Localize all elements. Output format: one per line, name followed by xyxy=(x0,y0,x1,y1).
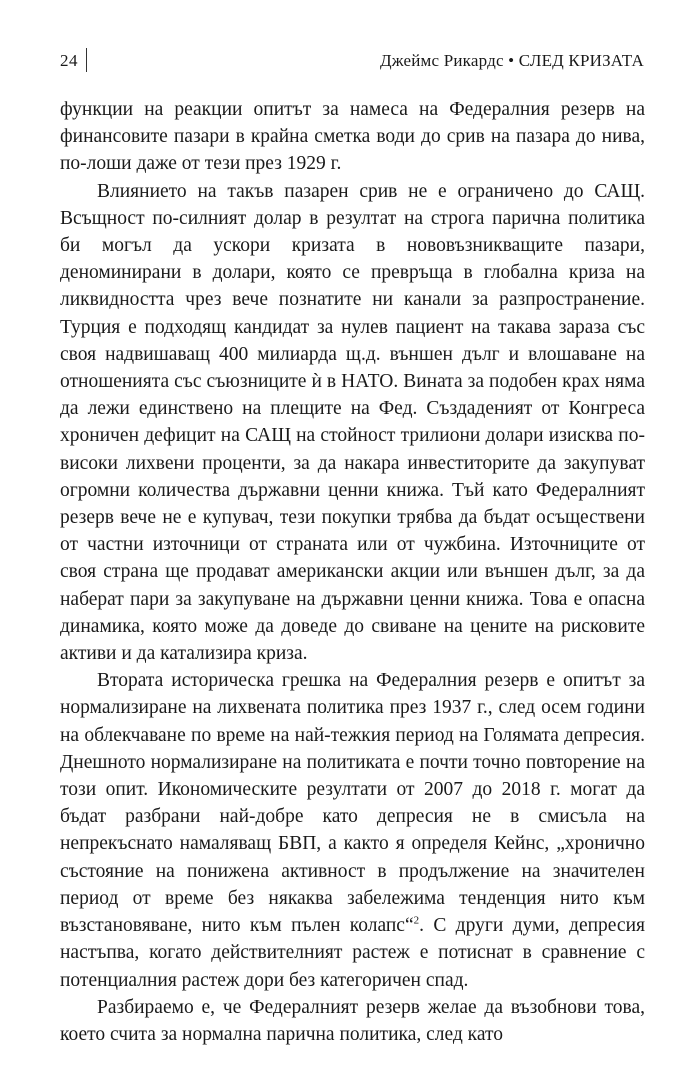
page-header xyxy=(60,48,644,74)
paragraph-text: . С други думи, депресия настъпва, когато действителният растеж е потиснат в сравнение с потенциалния растеж дори без категоричен спад. xyxy=(60,915,645,991)
running-head: Джеймс Рикардс • СЛЕД КРИЗАТА xyxy=(380,51,644,70)
page-number: 24 xyxy=(60,51,78,70)
paragraph: Разбираемо е, че Федералният резерв желае да възобнови това, което счита за нормална парична политика, след като xyxy=(60,996,645,1045)
paragraph-text: Втората историческа грешка на Федералния резерв е опитът за нормализиране на лихвената политика през 1937 г., след осем години на облекчаване по време на най-тежкия период на Голямата депресия. Днешното нормализиране на политиката е почти точно повторение на този опит. Икономическите резултати от 2007 до 2018 г. могат да бъдат разбрани най-добре като депресия не в смисъла на непрекъснато намаляващ БВП, а както я определя Кейнс, „хронично състояние на понижена активност в продължение на значителен период от време без някаква забележима тенденция нито към възстановяване, нито към пълен колапс“ xyxy=(60,670,645,937)
footnote-reference: 2 xyxy=(413,914,420,927)
paragraph xyxy=(60,667,645,993)
paragraph: функции на реакции опитът за намеса на Федералния резерв на финансовите пазари в крайна сметка води до срив на пазара до нива, по-лоши даже от тези през 1929 г. xyxy=(60,99,645,175)
header-divider xyxy=(86,48,87,72)
body-text xyxy=(60,96,645,1048)
paragraph: Влиянието на такъв пазарен срив не е ограничено до САЩ. Всъщност по-силният долар в резултат на строга парична политика би могъл да ускори кризата в нововъзникващите пазари, деноминирани в долари, която се превръща в глобална криза на ликвидността чрез вече познатите ни канали за разпространение. Турция е подходящ кандидат за нулев пациент на такава зараза със своя надвишаващ 400 милиарда щ.д. външен дълг и влошаване на отношенията със съюзниците ѝ в НАТО. Вината за подобен крах няма да лежи единствено на плещите на Фед. Създаденият от Конгреса хроничен дефицит на САЩ на стойност трилиони долари изисква по-високи лихвени проценти, за да накара инвеститорите да закупуват огромни количества държавни ценни книжа. Тъй като Федералният резерв вече не е купувач, тези покупки трябва да бъдат осъществени от частни източници от страната или от чужбина. Източниците от своя страна ще продават американски акции или външен дълг, за да наберат пари за закупуване на държавни ценни книжа. Това е опасна динамика, която може да доведе до свиване на цените на рисковите активи и да катализира криза. xyxy=(60,180,645,665)
